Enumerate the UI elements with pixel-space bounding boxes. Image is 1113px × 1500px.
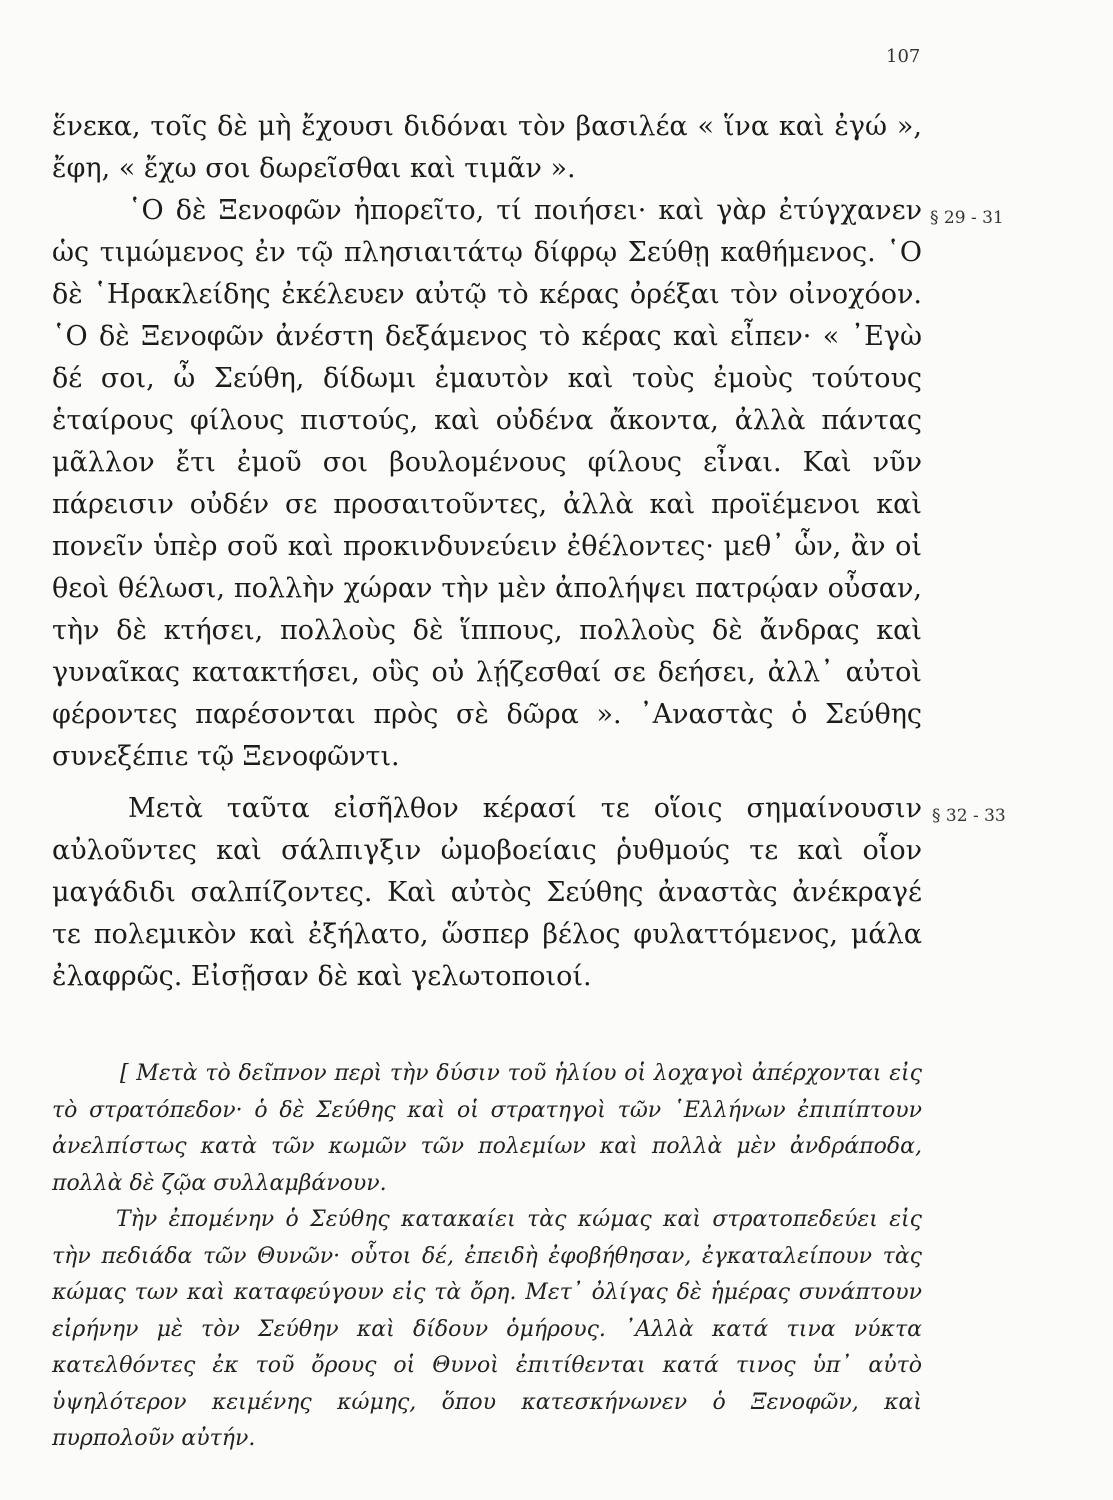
summary-paragraph-thynians: Τὴν ἐπομένην ὁ Σεύθης κατακαίει τὰς κώμας καὶ στρατοπεδεύει εἰς τὴν πεδιάδα τῶν Θυνῶν· οὗτοι δέ, ἐπειδὴ ἐφοβήθησαν, ἐγκαταλείπουν τὰς κώμας των καὶ καταφεύγουν εἰς τὰ ὄρη. Μετ᾿ ὀλίγας δὲ ἡμέρας συνάπτουν εἰρήνην μὲ τὸν Σεύθην καὶ δίδουν ὁμήρους. ᾿Αλλὰ κατά τινα νύκτα κατελθόντες ἐκ τοῦ ὄρους οἱ Θυνοὶ ἐπιτίθενται κατά τινος ὑπ᾿ αὐτὸ ὑψηλότερον κειμένης κώμης, ὅπου κατεσκήνωνεν ὁ Ξενοφῶν, καὶ πυρπολοῦν αὐτήν. [52,1207,922,1451]
paragraph-continuation: ἕνεκα, τοῖς δὲ μὴ ἔχουσι διδόναι τὸν βασιλέα « ἵνα καὶ ἐγώ », ἔφη, « ἔχω σοι δωρεῖσθαι καὶ τιμᾶν ». [52,111,922,184]
section-reference-29-31: § 29 - 31 [930,208,1004,228]
summary-section [52,1056,922,1458]
section-reference-32-33: § 32 - 33 [932,806,1006,826]
paragraph-dance-scene: Μετὰ ταῦτα εἰσῆλθον κέρασί τε οἵοις σημαίνουσιν αὐλοῦντες καὶ σάλπιγξιν ὠμοβοείαις ῥυθμούς τε καὶ οἷον μαγάδιδι σαλπίζοντες. Καὶ αὐτὸς Σεύθης ἀναστὰς ἀνέκραγέ τε πολεμικὸν καὶ ἐξήλατο, ὥσπερ βέλος φυλαττόμενος, μάλα ἐλαφρῶς. Εἰσῇσαν δὲ καὶ γελωτοποιοί. [52,793,922,992]
page-number: 107 [886,46,921,67]
summary-paragraph-raid: [ Μετὰ τὸ δεῖπνον περὶ τὴν δύσιν τοῦ ἡλίου οἱ λοχαγοὶ ἀπέρχονται εἰς τὸ στρατόπεδον· ὁ δὲ Σεύθης καὶ οἱ στρατηγοὶ τῶν ῾Ελλήνων ἐπιπίπτουν ἀνελπίστως κατὰ τῶν κωμῶν τῶν πολεμίων καὶ πολλὰ μὲν ἀνδράποδα, πολλὰ δὲ ζῷα συλλαμβάνουν. [52,1061,922,1196]
paragraph-xenophon-speech: ῾Ο δὲ Ξενοφῶν ἠπορεῖτο, τί ποιήσει· καὶ γὰρ ἐτύγχανεν ὡς τιμώμενος ἐν τῷ πλησιαιτάτῳ δίφρῳ Σεύθῃ καθήμενος. ῾Ο δὲ ῾Ηρακλείδης ἐκέλευεν αὐτῷ τὸ κέρας ὀρέξαι τὸν οἰνοχόον. ῾Ο δὲ Ξενοφῶν ἀνέστη δεξάμενος τὸ κέρας καὶ εἶπεν· « ᾿Εγὼ δέ σοι, ὦ Σεύθη, δίδωμι ἐμαυτὸν καὶ τοὺς ἐμοὺς τούτους ἑταίρους φίλους πιστούς, καὶ οὐδένα ἄκοντα, ἀλλὰ πάντας μᾶλλον ἔτι ἐμοῦ σοι βουλομένους φίλους εἶναι. Καὶ νῦν πάρεισιν οὐδέν σε προσαιτοῦντες, ἀλλὰ καὶ προϊέμενοι καὶ πονεῖν ὑπὲρ σοῦ καὶ προκινδυνεύειν ἐθέλοντες· μεθ᾿ ὧν, ἂν οἱ θεοὶ θέλωσι, πολλὴν χώραν τὴν μὲν ἀπολήψει πατρῴαν οὖσαν, τὴν δὲ κτήσει, πολλοὺς δὲ ἵππους, πολλοὺς δὲ ἄνδρας καὶ γυναῖκας κατακτήσει, οὓς οὐ λῄζεσθαί σε δεήσει, ἀλλ᾿ αὐτοὶ φέροντες παρέσονται πρὸς σὲ δῶρα ». ᾿Αναστὰς ὁ Σεύθης συνεξέπιε τῷ Ξενοφῶντι. [52,195,922,772]
main-greek-text [52,106,922,998]
